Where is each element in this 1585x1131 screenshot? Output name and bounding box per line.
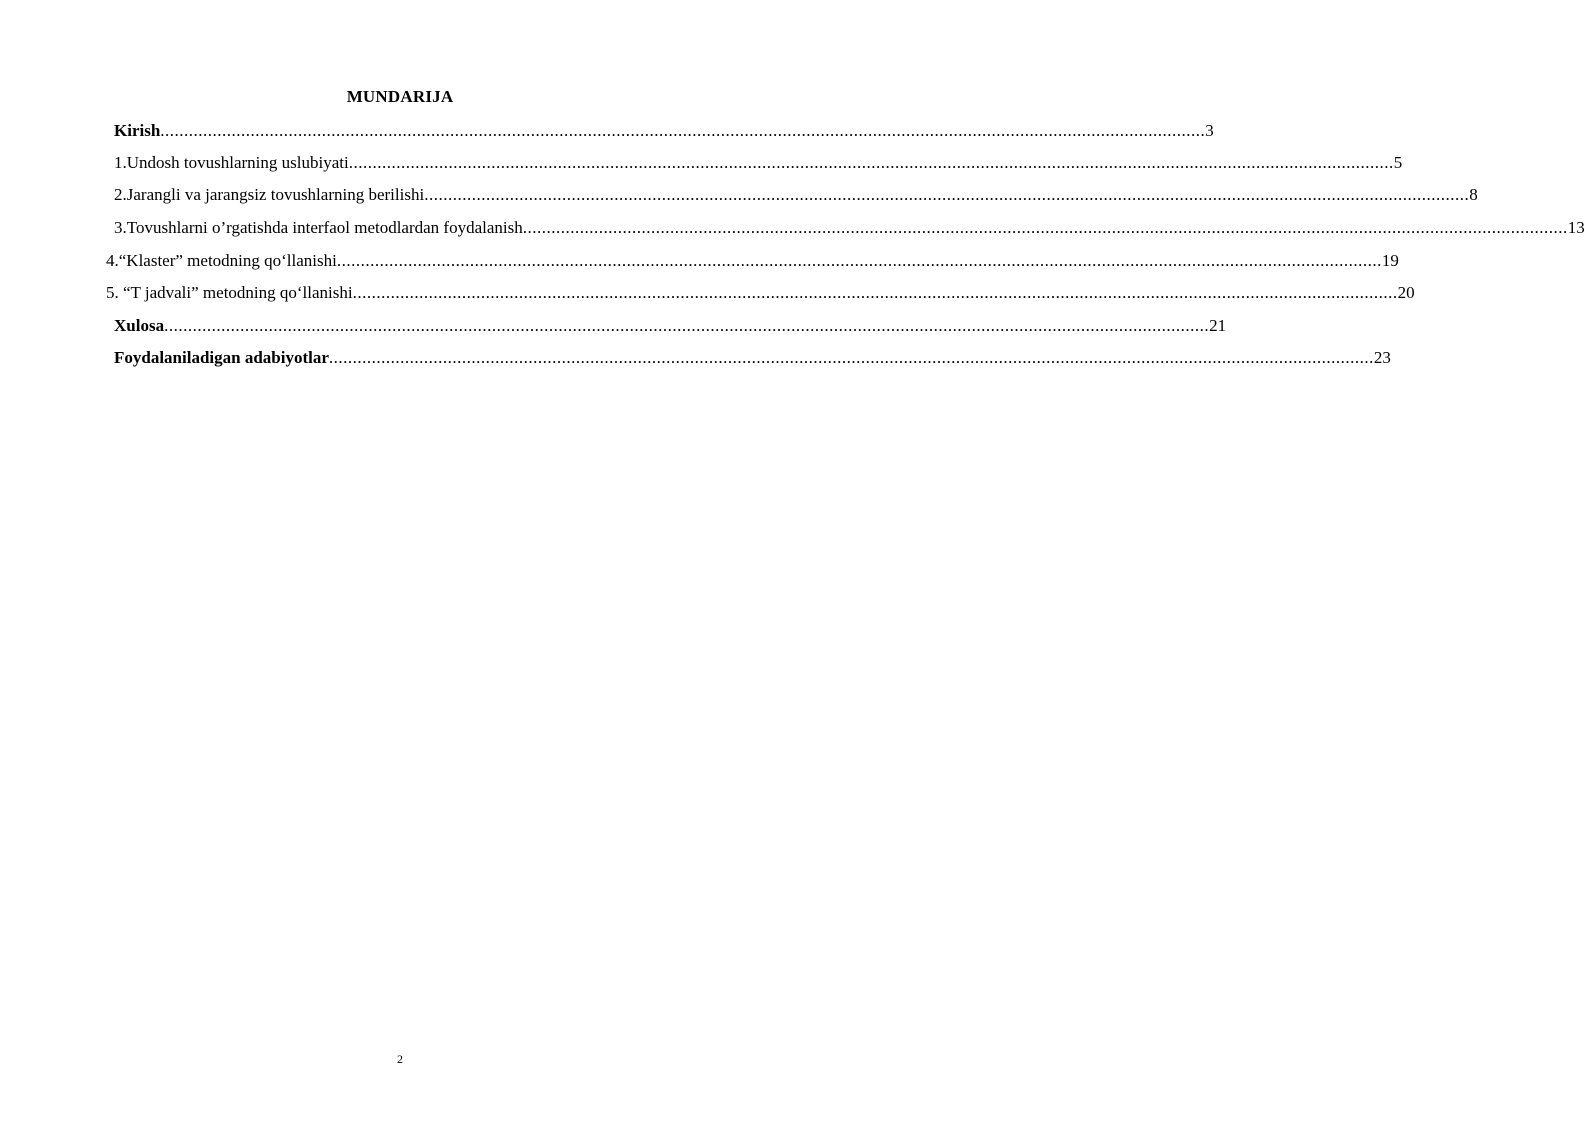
toc-entry-label: Kirish <box>114 121 161 140</box>
toc-entry-page: 3 <box>1205 121 1214 140</box>
toc-title: MUNDARIJA <box>346 87 454 106</box>
toc-entry-label: 2.Jarangli va jarangsiz tovushlarning berilishi <box>114 185 425 204</box>
toc-entry-label: 4.“Klaster” metodning qo‘llanishi <box>106 251 337 270</box>
toc-entry-label: 3.Tovushlarni o’rgatishda interfaol metodlardan foydalanish <box>114 218 523 237</box>
toc-entry-label: Xulosa <box>114 316 165 335</box>
toc-dot-leader: ............................................................................................................................................................................................................................ <box>160 121 1206 140</box>
toc-entry-page: 23 <box>1373 348 1391 367</box>
toc-dot-leader: ............................................................................................................................................................................................................................ <box>522 218 1568 237</box>
toc-entry-xulosa <box>114 315 1227 337</box>
toc-dot-leader: ............................................................................................................................................................................................................................ <box>424 185 1470 204</box>
toc-entry-label: Foydalaniladigan adabiyotlar <box>114 348 329 367</box>
toc-entry-jarangli <box>114 184 1478 206</box>
toc-dot-leader: ............................................................................................................................................................................................................................ <box>352 283 1398 302</box>
toc-entry-foydalaniladigan <box>114 347 1391 369</box>
toc-entry-page: 21 <box>1209 316 1227 335</box>
toc-dot-leader: ............................................................................................................................................................................................................................ <box>328 348 1374 367</box>
toc-dot-leader: ............................................................................................................................................................................................................................ <box>348 153 1394 172</box>
toc-entry-page: 20 <box>1397 283 1415 302</box>
page-number: 2 <box>397 1052 403 1066</box>
toc-dot-leader: ............................................................................................................................................................................................................................ <box>336 251 1382 270</box>
toc-entry-page: 19 <box>1381 251 1399 270</box>
toc-dot-leader: ............................................................................................................................................................................................................................ <box>164 316 1210 335</box>
toc-entry-label: 5. “T jadvali” metodning qo‘llanishi <box>106 283 353 302</box>
toc-entry-kirish <box>114 120 1214 142</box>
toc-entry-t-jadvali <box>106 282 1415 304</box>
toc-entry-tovushlarni <box>114 217 1585 239</box>
toc-entry-undosh <box>114 152 1403 174</box>
toc-entry-page: 13 <box>1567 218 1585 237</box>
toc-entry-label: 1.Undosh tovushlarning uslubiyati <box>114 153 349 172</box>
toc-entry-klaster <box>106 250 1399 272</box>
toc-entry-page: 8 <box>1469 185 1478 204</box>
toc-entry-page: 5 <box>1393 153 1403 172</box>
